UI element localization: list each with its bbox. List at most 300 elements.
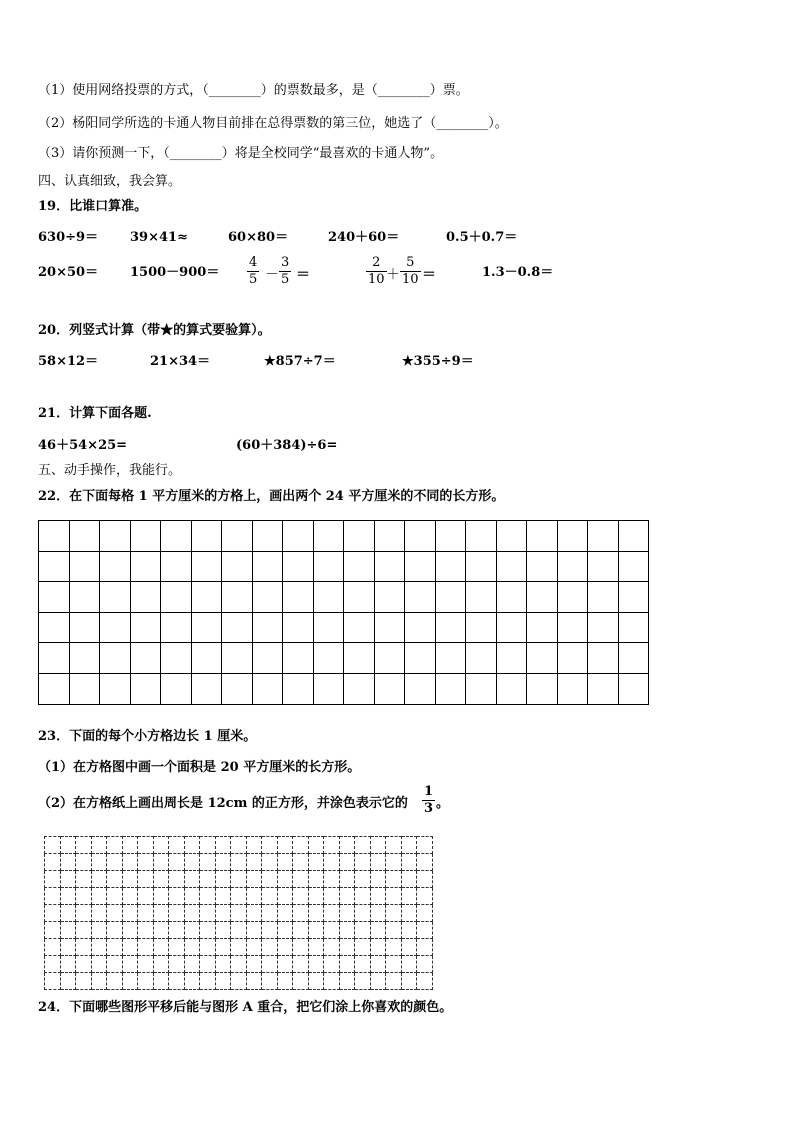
grid-cell[interactable] [107, 973, 123, 990]
grid-cell[interactable] [107, 939, 123, 956]
grid-cell[interactable] [293, 837, 309, 854]
grid-cell[interactable] [401, 837, 417, 854]
grid-cell[interactable] [246, 871, 262, 888]
grid-cell[interactable] [200, 956, 216, 973]
grid-cell[interactable] [246, 956, 262, 973]
grid-cell[interactable] [45, 922, 61, 939]
grid-cell[interactable] [91, 905, 107, 922]
grid-cell[interactable] [313, 643, 344, 674]
grid-cell[interactable] [191, 521, 222, 552]
grid-cell[interactable] [91, 888, 107, 905]
grid-cell[interactable] [324, 973, 340, 990]
grid-cell[interactable] [374, 643, 405, 674]
grid-cell[interactable] [200, 888, 216, 905]
grid-cell[interactable] [466, 551, 497, 582]
grid-cell[interactable] [222, 582, 253, 613]
grid-cell[interactable] [107, 871, 123, 888]
grid-cell[interactable] [39, 673, 70, 704]
grid-cell[interactable] [417, 973, 433, 990]
grid-cell[interactable] [138, 956, 154, 973]
grid-cell[interactable] [69, 612, 100, 643]
grid-cell[interactable] [588, 673, 619, 704]
grid-cell[interactable] [153, 837, 169, 854]
grid-cell[interactable] [386, 854, 402, 871]
grid-cell[interactable] [130, 582, 161, 613]
grid-cell[interactable] [355, 871, 371, 888]
grid-cell[interactable] [153, 888, 169, 905]
grid-cell[interactable] [496, 612, 527, 643]
grid-cell[interactable] [355, 956, 371, 973]
grid-cell[interactable] [308, 956, 324, 973]
grid-cell[interactable] [262, 837, 278, 854]
grid-cell[interactable] [138, 854, 154, 871]
grid-cell[interactable] [618, 643, 649, 674]
grid-cell[interactable] [417, 888, 433, 905]
grid-cell[interactable] [527, 521, 558, 552]
grid-cell[interactable] [91, 956, 107, 973]
grid-cell[interactable] [161, 582, 192, 613]
grid-cell[interactable] [76, 973, 92, 990]
grid-cell[interactable] [355, 888, 371, 905]
grid-cell[interactable] [435, 643, 466, 674]
grid-cell[interactable] [252, 582, 283, 613]
grid-cell[interactable] [60, 854, 76, 871]
grid-cell[interactable] [324, 888, 340, 905]
grid-cell[interactable] [130, 521, 161, 552]
grid-cell[interactable] [283, 582, 314, 613]
grid-cell[interactable] [246, 888, 262, 905]
grid-cell[interactable] [405, 521, 436, 552]
grid-cell[interactable] [231, 905, 247, 922]
grid-cell[interactable] [308, 854, 324, 871]
grid-cell[interactable] [401, 905, 417, 922]
grid-cell[interactable] [184, 837, 200, 854]
grid-cell[interactable] [100, 673, 131, 704]
grid-cell[interactable] [222, 521, 253, 552]
grid-cell[interactable] [153, 939, 169, 956]
grid-cell[interactable] [435, 673, 466, 704]
grid-cell[interactable] [45, 973, 61, 990]
grid-cell[interactable] [200, 922, 216, 939]
grid-cell[interactable] [313, 612, 344, 643]
grid-cell[interactable] [370, 956, 386, 973]
grid-cell[interactable] [161, 612, 192, 643]
grid-cell[interactable] [344, 673, 375, 704]
grid-cell[interactable] [184, 956, 200, 973]
grid-cell[interactable] [339, 854, 355, 871]
grid-cell[interactable] [324, 871, 340, 888]
grid-cell[interactable] [308, 973, 324, 990]
grid-cell[interactable] [405, 551, 436, 582]
grid-cell[interactable] [588, 612, 619, 643]
grid-cell[interactable] [313, 521, 344, 552]
grid-cell[interactable] [557, 521, 588, 552]
grid-cell[interactable] [252, 521, 283, 552]
grid-cell[interactable] [262, 854, 278, 871]
grid-cell[interactable] [370, 871, 386, 888]
grid-cell[interactable] [138, 871, 154, 888]
grid-cell[interactable] [386, 939, 402, 956]
grid-cell[interactable] [200, 871, 216, 888]
grid-cell[interactable] [252, 643, 283, 674]
grid-cell[interactable] [45, 939, 61, 956]
grid-cell[interactable] [405, 673, 436, 704]
grid-cell[interactable] [405, 582, 436, 613]
grid-cell[interactable] [100, 521, 131, 552]
grid-cell[interactable] [138, 905, 154, 922]
grid-cell[interactable] [39, 643, 70, 674]
grid-cell[interactable] [370, 854, 386, 871]
grid-cell[interactable] [184, 888, 200, 905]
grid-cell[interactable] [252, 551, 283, 582]
grid-cell[interactable] [386, 905, 402, 922]
grid-cell[interactable] [374, 551, 405, 582]
grid-cell[interactable] [161, 551, 192, 582]
grid-cell[interactable] [76, 837, 92, 854]
grid-cell[interactable] [69, 551, 100, 582]
grid-cell[interactable] [215, 939, 231, 956]
grid-cell[interactable] [588, 551, 619, 582]
grid-cell[interactable] [262, 922, 278, 939]
grid-cell[interactable] [313, 673, 344, 704]
grid-cell[interactable] [69, 582, 100, 613]
grid-cell[interactable] [91, 939, 107, 956]
grid-cell[interactable] [293, 939, 309, 956]
grid-cell[interactable] [200, 905, 216, 922]
grid-cell[interactable] [283, 521, 314, 552]
grid-cell[interactable] [313, 551, 344, 582]
grid-cell[interactable] [60, 939, 76, 956]
grid-cell[interactable] [527, 673, 558, 704]
grid-cell[interactable] [386, 871, 402, 888]
grid-cell[interactable] [215, 854, 231, 871]
grid-cell[interactable] [169, 905, 185, 922]
grid-cell[interactable] [200, 854, 216, 871]
grid-cell[interactable] [344, 551, 375, 582]
grid-cell[interactable] [222, 643, 253, 674]
grid-cell[interactable] [122, 905, 138, 922]
grid-cell[interactable] [252, 612, 283, 643]
grid-cell[interactable] [138, 973, 154, 990]
grid-cell[interactable] [231, 922, 247, 939]
grid-cell[interactable] [308, 837, 324, 854]
grid-cell[interactable] [417, 837, 433, 854]
grid-cell[interactable] [401, 854, 417, 871]
grid-cell[interactable] [215, 905, 231, 922]
grid-cell[interactable] [246, 905, 262, 922]
grid-cell[interactable] [435, 521, 466, 552]
grid-cell[interactable] [370, 837, 386, 854]
grid-cell[interactable] [122, 922, 138, 939]
grid-cell[interactable] [69, 521, 100, 552]
grid-cell[interactable] [222, 673, 253, 704]
grid-cell[interactable] [60, 905, 76, 922]
grid-cell[interactable] [161, 521, 192, 552]
grid-cell[interactable] [60, 956, 76, 973]
grid-cell[interactable] [355, 905, 371, 922]
grid-cell[interactable] [277, 905, 293, 922]
grid-cell[interactable] [401, 922, 417, 939]
grid-cell[interactable] [122, 854, 138, 871]
grid-cell[interactable] [215, 973, 231, 990]
grid-cell[interactable] [69, 643, 100, 674]
grid-cell[interactable] [246, 854, 262, 871]
grid-cell[interactable] [76, 888, 92, 905]
grid-cell[interactable] [417, 871, 433, 888]
grid-cell[interactable] [191, 551, 222, 582]
grid-cell[interactable] [293, 973, 309, 990]
grid-cell[interactable] [435, 612, 466, 643]
grid-cell[interactable] [283, 673, 314, 704]
grid-cell[interactable] [231, 888, 247, 905]
grid-cell[interactable] [618, 521, 649, 552]
grid-cell[interactable] [401, 973, 417, 990]
grid-cell[interactable] [215, 871, 231, 888]
grid-cell[interactable] [200, 973, 216, 990]
grid-cell[interactable] [374, 673, 405, 704]
grid-cell[interactable] [527, 612, 558, 643]
grid-cell[interactable] [588, 643, 619, 674]
grid-cell[interactable] [138, 837, 154, 854]
grid-cell[interactable] [339, 939, 355, 956]
grid-cell[interactable] [386, 973, 402, 990]
grid-cell[interactable] [466, 673, 497, 704]
grid-cell[interactable] [496, 673, 527, 704]
grid-cell[interactable] [184, 939, 200, 956]
grid-cell[interactable] [60, 922, 76, 939]
grid-cell[interactable] [215, 888, 231, 905]
grid-cell[interactable] [557, 612, 588, 643]
dashed-grid[interactable] [44, 836, 433, 990]
grid-cell[interactable] [355, 837, 371, 854]
grid-cell[interactable] [405, 612, 436, 643]
grid-cell[interactable] [293, 905, 309, 922]
grid-cell[interactable] [200, 939, 216, 956]
grid-cell[interactable] [39, 521, 70, 552]
grid-cell[interactable] [122, 888, 138, 905]
grid-cell[interactable] [184, 871, 200, 888]
grid-cell[interactable] [277, 888, 293, 905]
grid-cell[interactable] [324, 922, 340, 939]
grid-cell[interactable] [466, 582, 497, 613]
grid-cell[interactable] [401, 871, 417, 888]
grid-cell[interactable] [153, 973, 169, 990]
grid-cell[interactable] [184, 854, 200, 871]
grid-cell[interactable] [277, 854, 293, 871]
grid-cell[interactable] [200, 837, 216, 854]
grid-cell[interactable] [107, 888, 123, 905]
grid-cell[interactable] [324, 837, 340, 854]
grid-cell[interactable] [386, 837, 402, 854]
grid-cell[interactable] [308, 939, 324, 956]
grid-cell[interactable] [39, 582, 70, 613]
grid-cell[interactable] [45, 854, 61, 871]
grid-cell[interactable] [60, 871, 76, 888]
grid-cell[interactable] [277, 973, 293, 990]
grid-cell[interactable] [557, 673, 588, 704]
grid-cell[interactable] [339, 973, 355, 990]
grid-cell[interactable] [283, 612, 314, 643]
grid-cell[interactable] [262, 871, 278, 888]
grid-cell[interactable] [313, 582, 344, 613]
grid-cell[interactable] [466, 643, 497, 674]
grid-cell[interactable] [191, 582, 222, 613]
grid-cell[interactable] [39, 551, 70, 582]
grid-cell[interactable] [130, 551, 161, 582]
grid-cell[interactable] [222, 612, 253, 643]
square-grid[interactable] [38, 520, 649, 705]
grid-cell[interactable] [130, 643, 161, 674]
grid-cell[interactable] [76, 905, 92, 922]
grid-cell[interactable] [107, 905, 123, 922]
grid-cell[interactable] [130, 612, 161, 643]
grid-cell[interactable] [45, 956, 61, 973]
grid-cell[interactable] [76, 854, 92, 871]
grid-cell[interactable] [100, 582, 131, 613]
grid-cell[interactable] [153, 922, 169, 939]
grid-cell[interactable] [308, 871, 324, 888]
grid-cell[interactable] [262, 973, 278, 990]
grid-cell[interactable] [76, 871, 92, 888]
grid-cell[interactable] [417, 905, 433, 922]
grid-cell[interactable] [169, 973, 185, 990]
grid-cell[interactable] [184, 922, 200, 939]
grid-cell[interactable] [169, 922, 185, 939]
grid-cell[interactable] [100, 612, 131, 643]
grid-cell[interactable] [76, 939, 92, 956]
grid-cell[interactable] [374, 612, 405, 643]
grid-cell[interactable] [339, 905, 355, 922]
grid-cell[interactable] [277, 956, 293, 973]
grid-cell[interactable] [466, 521, 497, 552]
grid-cell[interactable] [246, 973, 262, 990]
grid-cell[interactable] [339, 956, 355, 973]
grid-cell[interactable] [161, 673, 192, 704]
grid-cell[interactable] [405, 643, 436, 674]
grid-cell[interactable] [107, 837, 123, 854]
grid-cell[interactable] [293, 888, 309, 905]
grid-cell[interactable] [262, 905, 278, 922]
grid-cell[interactable] [161, 643, 192, 674]
grid-cell[interactable] [339, 837, 355, 854]
grid-cell[interactable] [107, 922, 123, 939]
grid-cell[interactable] [215, 837, 231, 854]
grid-cell[interactable] [370, 922, 386, 939]
grid-cell[interactable] [231, 854, 247, 871]
grid-cell[interactable] [293, 956, 309, 973]
grid-cell[interactable] [138, 922, 154, 939]
grid-cell[interactable] [191, 643, 222, 674]
grid-cell[interactable] [122, 837, 138, 854]
grid-cell[interactable] [401, 956, 417, 973]
grid-cell[interactable] [339, 888, 355, 905]
grid-cell[interactable] [618, 673, 649, 704]
grid-cell[interactable] [435, 551, 466, 582]
grid-cell[interactable] [277, 922, 293, 939]
grid-cell[interactable] [169, 939, 185, 956]
grid-cell[interactable] [618, 582, 649, 613]
grid-cell[interactable] [496, 551, 527, 582]
grid-cell[interactable] [100, 551, 131, 582]
grid-cell[interactable] [231, 973, 247, 990]
grid-cell[interactable] [231, 871, 247, 888]
grid-cell[interactable] [401, 939, 417, 956]
grid-cell[interactable] [277, 837, 293, 854]
grid-cell[interactable] [138, 888, 154, 905]
grid-cell[interactable] [76, 956, 92, 973]
grid-cell[interactable] [557, 582, 588, 613]
grid-cell[interactable] [45, 871, 61, 888]
grid-cell[interactable] [91, 837, 107, 854]
grid-cell[interactable] [169, 871, 185, 888]
grid-cell[interactable] [496, 521, 527, 552]
grid-cell[interactable] [107, 854, 123, 871]
grid-cell[interactable] [215, 956, 231, 973]
grid-cell[interactable] [169, 837, 185, 854]
grid-cell[interactable] [339, 871, 355, 888]
grid-cell[interactable] [122, 956, 138, 973]
grid-cell[interactable] [344, 612, 375, 643]
grid-cell[interactable] [215, 922, 231, 939]
grid-cell[interactable] [262, 939, 278, 956]
grid-cell[interactable] [355, 973, 371, 990]
grid-cell[interactable] [122, 973, 138, 990]
grid-cell[interactable] [262, 888, 278, 905]
grid-cell[interactable] [355, 922, 371, 939]
grid-cell[interactable] [191, 673, 222, 704]
grid-cell[interactable] [417, 922, 433, 939]
grid-cell[interactable] [618, 612, 649, 643]
grid-cell[interactable] [466, 612, 497, 643]
grid-cell[interactable] [557, 643, 588, 674]
grid-cell[interactable] [293, 922, 309, 939]
grid-cell[interactable] [138, 939, 154, 956]
grid-cell[interactable] [45, 888, 61, 905]
grid-cell[interactable] [184, 973, 200, 990]
grid-cell[interactable] [191, 612, 222, 643]
grid-cell[interactable] [246, 939, 262, 956]
grid-cell[interactable] [386, 922, 402, 939]
grid-cell[interactable] [169, 956, 185, 973]
grid-cell[interactable] [91, 854, 107, 871]
grid-cell[interactable] [45, 905, 61, 922]
grid-cell[interactable] [277, 871, 293, 888]
grid-cell[interactable] [618, 551, 649, 582]
grid-cell[interactable] [355, 854, 371, 871]
grid-cell[interactable] [262, 956, 278, 973]
grid-cell[interactable] [417, 956, 433, 973]
grid-cell[interactable] [153, 871, 169, 888]
grid-cell[interactable] [435, 582, 466, 613]
grid-cell[interactable] [69, 673, 100, 704]
grid-cell[interactable] [122, 871, 138, 888]
grid-cell[interactable] [153, 854, 169, 871]
grid-cell[interactable] [91, 922, 107, 939]
grid-cell[interactable] [527, 643, 558, 674]
grid-cell[interactable] [293, 871, 309, 888]
grid-cell[interactable] [324, 956, 340, 973]
grid-cell[interactable] [283, 643, 314, 674]
grid-cell[interactable] [588, 521, 619, 552]
grid-cell[interactable] [557, 551, 588, 582]
grid-cell[interactable] [370, 939, 386, 956]
grid-cell[interactable] [324, 939, 340, 956]
grid-cell[interactable] [153, 956, 169, 973]
grid-cell[interactable] [370, 905, 386, 922]
grid-cell[interactable] [153, 905, 169, 922]
grid-cell[interactable] [496, 643, 527, 674]
grid-cell[interactable] [370, 973, 386, 990]
